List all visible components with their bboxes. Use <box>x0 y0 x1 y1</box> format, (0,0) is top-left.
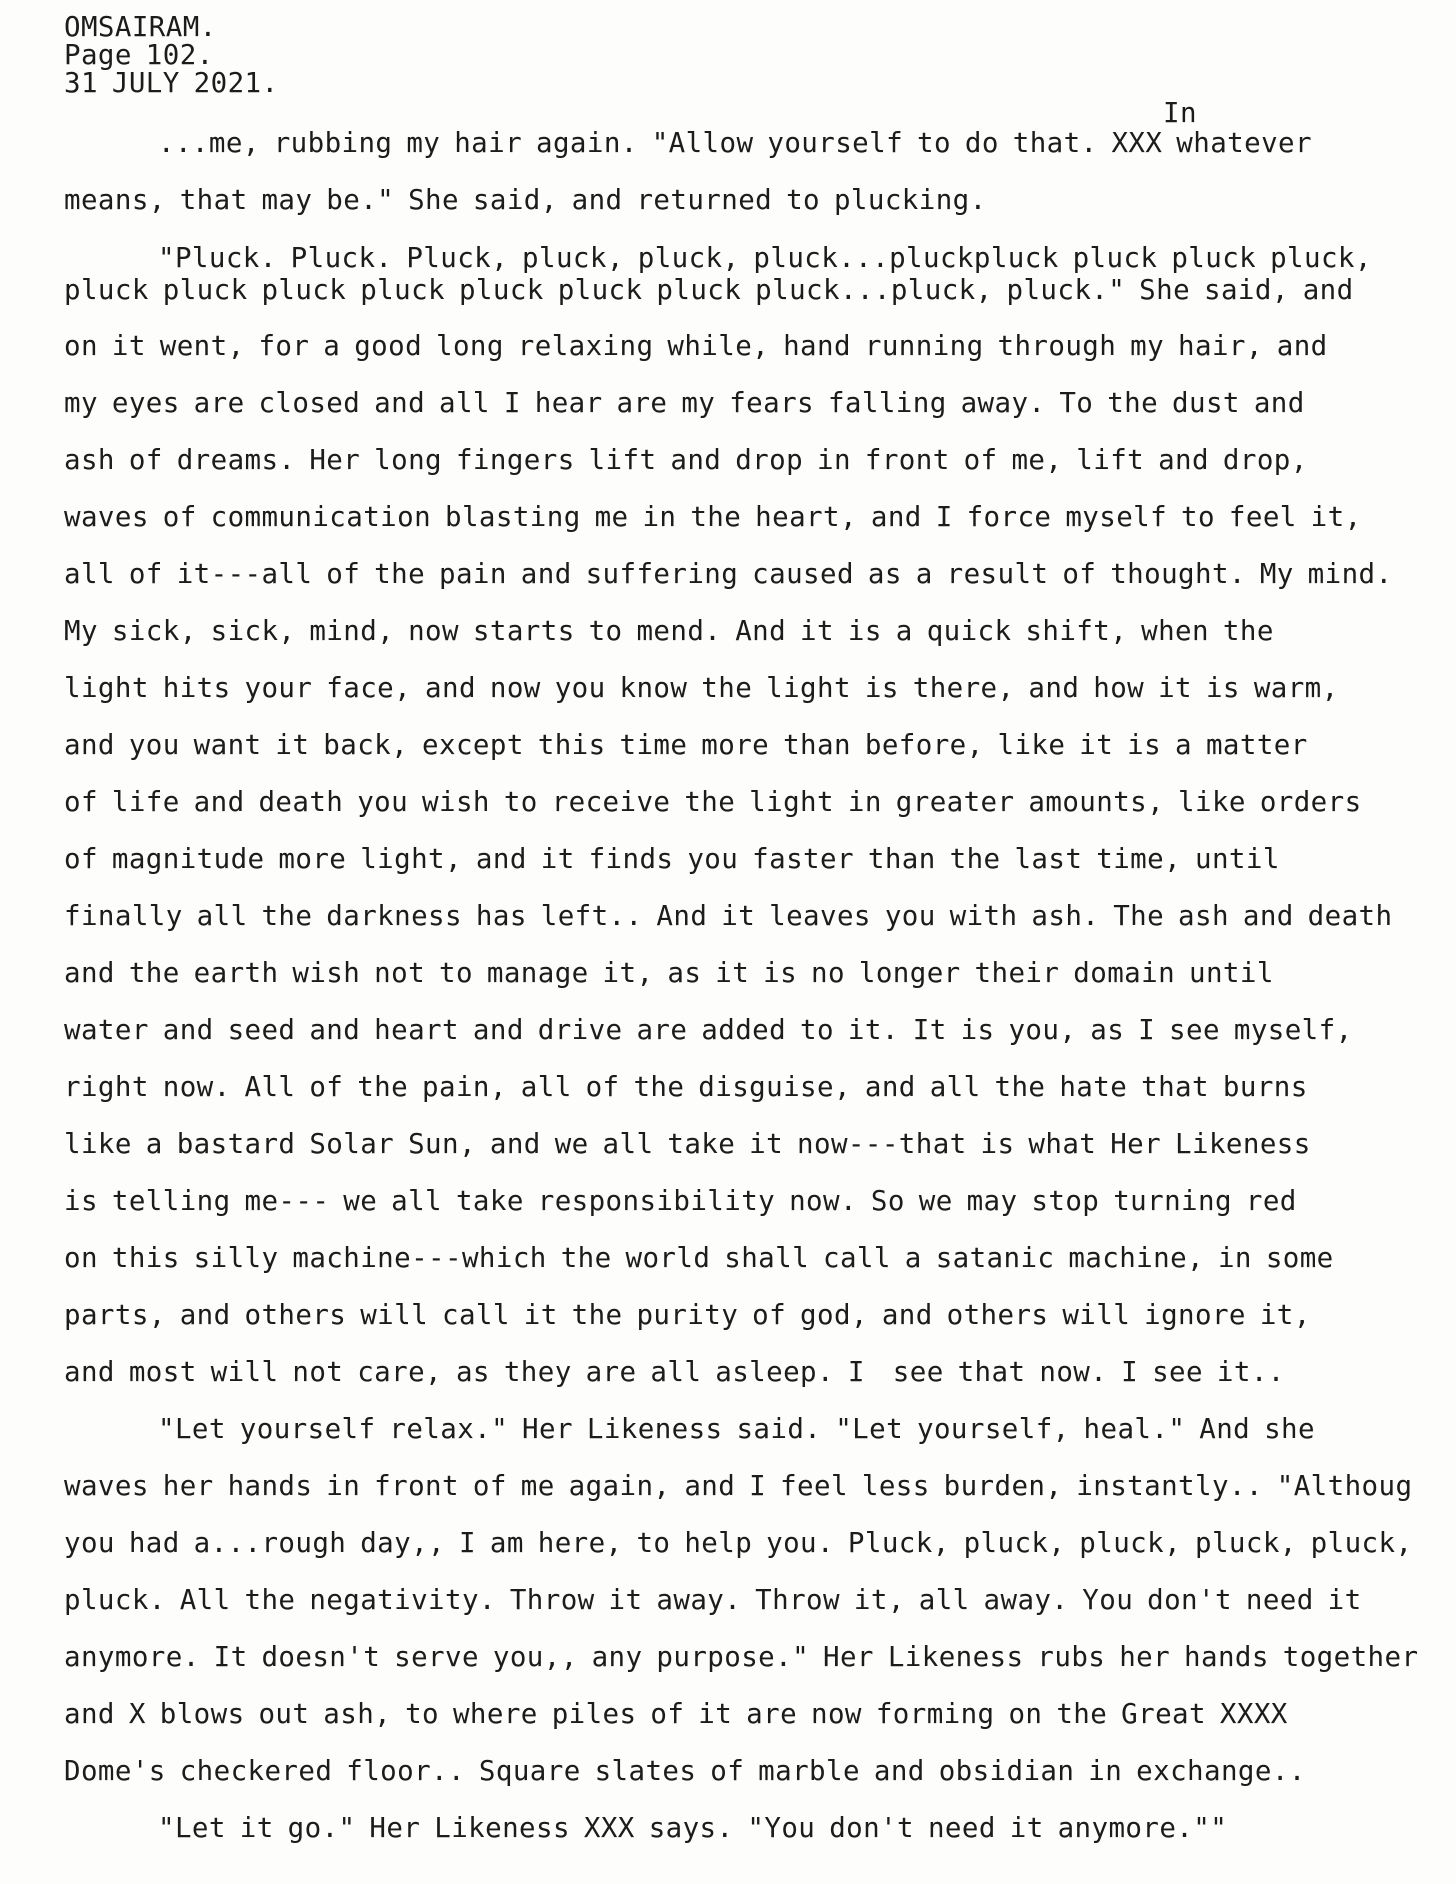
text-line: all of it---all of the pain and suffering caused as a result of thought. My mind. <box>64 558 1393 590</box>
text-line: and the earth wish not to manage it, as it is no longer their domain until <box>64 957 1274 989</box>
text-line: parts, and others will call it the purity of god, and others will ignore it, <box>64 1299 1311 1331</box>
text-line: My sick, sick, mind, now starts to mend. And it is a quick shift, when the <box>64 615 1274 647</box>
text-line: Dome's checkered floor.. Square slates of marble and obsidian in exchange.. <box>64 1755 1306 1787</box>
handwritten-insert: In <box>1163 97 1197 129</box>
text-line: and most will not care, as they are all asleep. I see that now. I see it.. <box>64 1356 1285 1388</box>
header-date: 31 JULY 2021. <box>64 67 279 99</box>
text-line: means, that may be." She said, and returned to plucking. <box>64 184 987 216</box>
text-line: and you want it back, except this time more than before, like it is a matter <box>64 729 1308 761</box>
text-line: ...me, rubbing my hair again. "Allow yourself to do that. XXX whatever <box>158 127 1312 159</box>
text-line: finally all the darkness has left.. And it leaves you with ash. The ash and death <box>64 900 1393 932</box>
text-line: "Let yourself relax." Her Likeness said. "Let yourself, heal." And she <box>158 1413 1315 1445</box>
text-line: waves her hands in front of me again, and I feel less burden, instantly.. "Althoug <box>64 1470 1413 1502</box>
text-line: on it went, for a good long relaxing while, hand running through my hair, and <box>64 330 1328 362</box>
text-line: light hits your face, and now you know the light is there, and how it is warm, <box>64 672 1339 704</box>
header-title: OMSAIRAM. <box>64 11 217 43</box>
text-line: is telling me--- we all take responsibility now. So we may stop turning red <box>64 1185 1297 1217</box>
text-line: anymore. It doesn't serve you,, any purpose." Her Likeness rubs her hands together <box>64 1641 1419 1673</box>
header-page-number: Page 102. <box>64 39 214 71</box>
text-line: ash of dreams. Her long fingers lift and drop in front of me, lift and drop, <box>64 444 1308 476</box>
text-line: and X blows out ash, to where piles of it are now forming on the Great XXXX <box>64 1698 1288 1730</box>
text-line: "Let it go." Her Likeness XXX says. "You don't need it anymore."" <box>158 1812 1228 1844</box>
text-line: right now. All of the pain, all of the disguise, and all the hate that burns <box>64 1071 1308 1103</box>
text-line: of life and death you wish to receive the light in greater amounts, like orders <box>64 786 1362 818</box>
text-line: water and seed and heart and drive are added to it. It is you, as I see myself, <box>64 1014 1353 1046</box>
text-line: of magnitude more light, and it finds you faster than the last time, until <box>64 843 1280 875</box>
text-line: "Pluck. Pluck. Pluck, pluck, pluck, pluck...pluckpluck pluck pluck pluck, <box>158 242 1372 274</box>
text-line: on this silly machine---which the world shall call a satanic machine, in some <box>64 1242 1334 1274</box>
text-line: pluck pluck pluck pluck pluck pluck pluck pluck...pluck, pluck." She said, and <box>64 274 1354 306</box>
text-line: my eyes are closed and all I hear are my fears falling away. To the dust and <box>64 387 1305 419</box>
text-line: pluck. All the negativity. Throw it away. Throw it, all away. You don't need it <box>64 1584 1362 1616</box>
text-line: like a bastard Solar Sun, and we all take it now---that is what Her Likeness <box>64 1128 1311 1160</box>
text-line: waves of communication blasting me in the heart, and I force myself to feel it, <box>64 501 1362 533</box>
text-line: you had a...rough day,, I am here, to help you. Pluck, pluck, pluck, pluck, pluck, <box>64 1527 1413 1559</box>
